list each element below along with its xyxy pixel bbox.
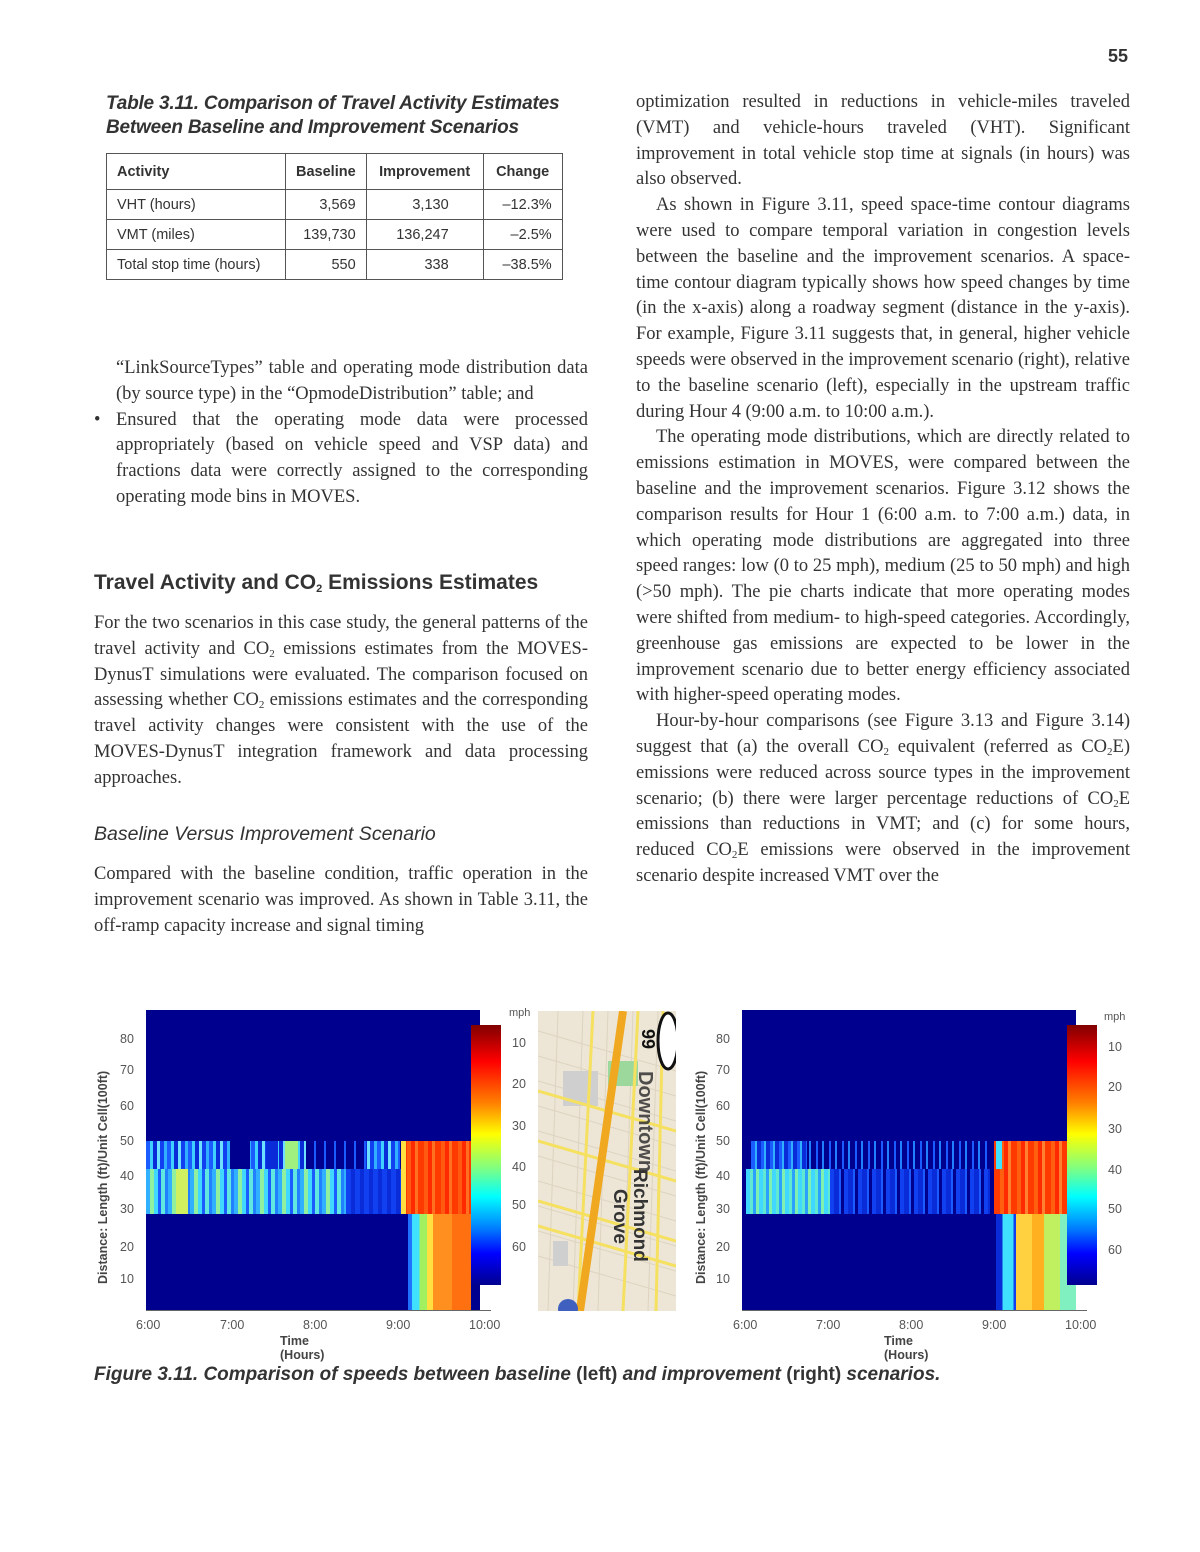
y-tick: 50 (120, 1134, 134, 1148)
colorbar-tick: 20 (512, 1077, 526, 1091)
colorbar-tick: 50 (1108, 1202, 1122, 1216)
x-axis-label: Time (Hours) (280, 1334, 325, 1362)
colorbar-tick: 30 (512, 1119, 526, 1133)
left-paragraph-2: Compared with the baseline condition, traffic operation in the improvement scenario was improved. As shown in Table 3.11, the off-ramp capacity increase and signal timing (94, 864, 588, 936)
right-paragraph-2: As shown in Figure 3.11, speed space-time contour diagrams were used to compare temporal variation in congestion levels between the baseline and the improvement scenarios. A space-time contour diagram typically shows how speed changes by time (in the x-axis) along a roadway segment (distance in the y-axis). For example, Figure 3.11 suggests that, in general, higher vehicle speeds were observed in the improvement scenario (right), relative to the baseline scenario (left), especially in the upstream traffic during Hour 4 (9:00 a.m. to 10:00 a.m.). (636, 195, 1130, 422)
x-axis-line (742, 1310, 1087, 1311)
figure-caption: Figure 3.11. Comparison of speeds between baseline (left) and improvement (right) scenarios. (94, 1364, 941, 1385)
right-paragraph-4: Hour-by-hour comparisons (see Figure 3.13 and Figure 3.14) suggest that (a) the overall $CO_2$ equivalent (referred as $CO_2E$) emissions were reduced across source types in the improvement scenario; (b) there were larger percentage reductions of $CO_2E$ emissions than reductions in VMT; and (c) for some hours, reduced $CO_2E$ emissions were observed in the improvement scenario despite increased VMT over the (636, 711, 1131, 886)
table-cell: VMT (miles) (107, 220, 286, 250)
map-label-grove: Grove (609, 1189, 630, 1244)
right-paragraph-1: optimization resulted in reductions in vehicle-miles traveled (VMT) and vehicle-hours traveled (VHT). Significant improvement in total vehicle stop time at signals (in hours) was also observed. (636, 92, 1130, 190)
y-tick: 70 (716, 1063, 730, 1077)
table-cell: 136,247 (366, 220, 483, 250)
x-tick: 6:00 (136, 1318, 161, 1332)
y-tick: 80 (716, 1032, 730, 1046)
colorbar-tick: 50 (512, 1198, 526, 1212)
x-axis-label: Time (Hours) (884, 1334, 929, 1362)
x-tick: 7:00 (220, 1318, 245, 1332)
y-tick: 50 (716, 1134, 730, 1148)
table-row (107, 250, 563, 280)
table-cell: 139,730 (286, 220, 367, 250)
subsection-heading: Baseline Versus Improvement Scenario (94, 823, 436, 845)
band-lower-queue (408, 1214, 471, 1310)
heatmap-plot-area (742, 1010, 1076, 1310)
right-column (636, 90, 1130, 890)
y-tick: 60 (716, 1099, 730, 1113)
column-header: Activity (107, 154, 286, 190)
table-cell: 3,130 (366, 190, 483, 220)
comparison-table (106, 153, 563, 280)
colorbar-unit: mph (1104, 1011, 1126, 1023)
table-cell: –2.5% (483, 220, 562, 250)
colorbar-tick: 60 (512, 1240, 526, 1254)
y-tick: 40 (716, 1169, 730, 1183)
band-peak-congestion (994, 1141, 1067, 1214)
list-item: • Ensured that the operating mode data were processed appropriately (based on vehicle speed and VSP data) and fractions data were correctly assigned to the corresponding operating mode bins in MOVES. (94, 408, 588, 511)
column-header: Baseline (286, 154, 367, 190)
y-tick: 80 (120, 1032, 134, 1046)
x-tick: 9:00 (982, 1318, 1007, 1332)
y-axis-label: Distance: Length (ft)/Unit Cell(100ft) (694, 1070, 708, 1284)
table-cell: 338 (366, 250, 483, 280)
y-tick: 70 (120, 1063, 134, 1077)
colorbar (1067, 1025, 1097, 1285)
band-middle-congestion (746, 1169, 830, 1214)
location-map (538, 1011, 676, 1311)
y-tick: 20 (120, 1240, 134, 1254)
y-tick: 60 (120, 1099, 134, 1113)
colorbar-tick: 60 (1108, 1243, 1122, 1257)
colorbar-tick: 30 (1108, 1122, 1122, 1136)
x-tick: 10:00 (469, 1318, 501, 1332)
column-header: Improvement (366, 154, 483, 190)
y-tick: 40 (120, 1169, 134, 1183)
colorbar-tick: 10 (1108, 1040, 1122, 1054)
table-cell: VHT (hours) (107, 190, 286, 220)
table-cell: –38.5% (483, 250, 562, 280)
y-tick: 10 (120, 1272, 134, 1286)
x-axis-line (146, 1310, 491, 1311)
x-tick: 8:00 (303, 1318, 328, 1332)
colorbar-tick: 40 (512, 1160, 526, 1174)
y-tick: 30 (120, 1202, 134, 1216)
band-lower-queue (996, 1214, 1076, 1310)
table-cell: –12.3% (483, 190, 562, 220)
page-number: 55 (1107, 46, 1128, 66)
column-header: Change (483, 154, 562, 190)
x-tick: 8:00 (899, 1318, 924, 1332)
colorbar-tick: 40 (1108, 1163, 1122, 1177)
section-heading: Travel Activity and $CO_2$ Emissions Estimates (94, 571, 539, 595)
table-caption (106, 92, 586, 140)
bullet-list (94, 408, 588, 511)
band-peak-congestion (401, 1141, 471, 1214)
colorbar-tick: 10 (512, 1036, 526, 1050)
table-row (107, 220, 563, 250)
x-tick: 10:00 (1065, 1318, 1097, 1332)
table-cell: 3,569 (286, 190, 367, 220)
table-row (107, 190, 563, 220)
left-column-continuation (94, 356, 588, 511)
table-cell: Total stop time (hours) (107, 250, 286, 280)
right-paragraph-3: The operating mode distributions, which are directly related to emissions estimation in MOVES, were compared between the baseline and the improvement scenarios. Figure 3.12 shows the comparison results for Hour 1 (6:00 a.m. to 7:00 a.m.) data, in which operating mode distributions are aggregated into three speed ranges: low (0 to 25 mph), medium (25 to 50 mph) and high (>50 mph). The pie charts indicate that more operating modes were shifted from medium- to high-speed categories. Accordingly, greenhouse gas emissions are expected to be lower in the improvement scenario due to better energy efficiency associated with higher-speed operating modes. (636, 427, 1130, 706)
table-caption-line1: Table 3.11. Comparison of Travel Activity Estimates (106, 93, 560, 114)
x-tick: 6:00 (733, 1318, 758, 1332)
y-tick: 10 (716, 1272, 730, 1286)
colorbar-unit: mph (509, 1007, 531, 1019)
route-shield-label: 99 (638, 1029, 658, 1050)
map-label-downtown: Downtown (634, 1071, 656, 1173)
x-tick: 7:00 (816, 1318, 841, 1332)
y-axis-label: Distance: Length (ft)/Unit Cell(100ft) (96, 1070, 110, 1284)
list-continuation: “LinkSourceTypes” table and operating mode distribution data (by source type) in the “OpmodeDistribution” table; and (116, 358, 588, 404)
heatmap-plot-area (146, 1010, 480, 1310)
map-label-richmond: Richmond (629, 1169, 650, 1262)
y-tick: 30 (716, 1202, 730, 1216)
y-tick: 20 (716, 1240, 730, 1254)
colorbar-tick: 20 (1108, 1080, 1122, 1094)
table-header-row (107, 154, 563, 190)
table-caption-line2: Between Baseline and Improvement Scenarios (106, 117, 519, 138)
colorbar (471, 1025, 501, 1285)
x-tick: 9:00 (386, 1318, 411, 1332)
left-paragraph-1: For the two scenarios in this case study, the general patterns of the travel activity and $CO_2$ emissions estimates from the MOVES-DynusT simulations were evaluated. The comparison focused on assessing whether $CO_2$ emissions estimates and the corresponding travel activity changes were consistent with the use of the MOVES-DynusT integration framework and data processing approaches. (94, 613, 588, 788)
table-cell: 550 (286, 250, 367, 280)
